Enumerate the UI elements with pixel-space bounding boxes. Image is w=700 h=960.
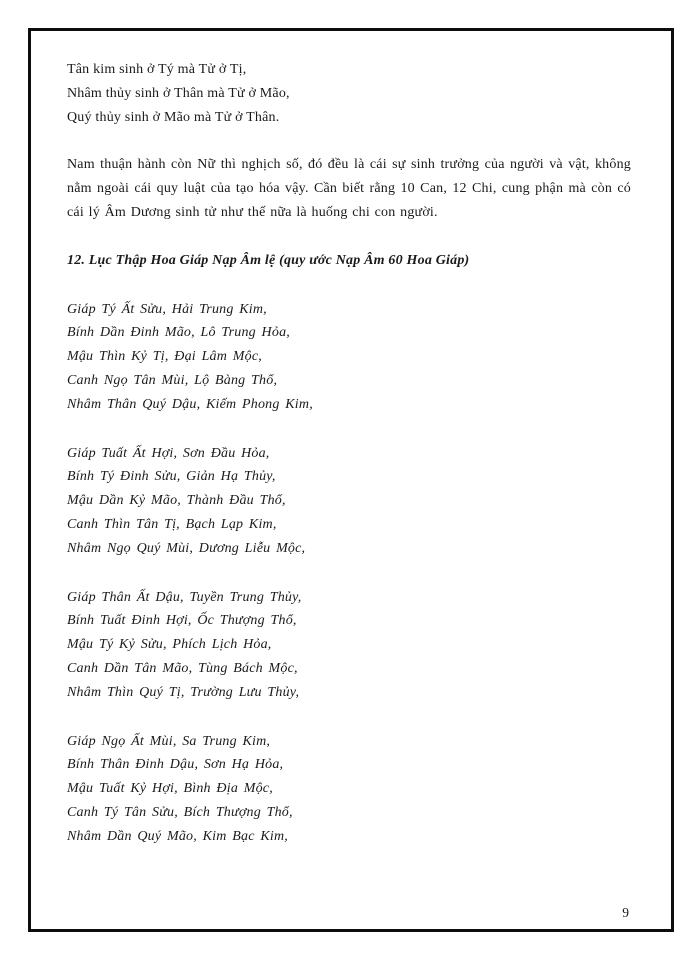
stanza-line: Giáp Tuất Ất Hợi, Sơn Đầu Hỏa, — [67, 445, 270, 461]
stanza-group-3 — [67, 586, 631, 705]
intro-line: Quý thủy sinh ở Mão mà Tử ở Thân. — [67, 109, 280, 125]
stanza-line: Giáp Thân Ất Dậu, Tuyền Trung Thủy, — [67, 589, 302, 605]
stanza-line: Canh Dần Tân Mão, Tùng Bách Mộc, — [67, 660, 298, 676]
stanza-line: Canh Ngọ Tân Mùi, Lộ Bàng Thổ, — [67, 372, 278, 388]
stanza-line: Bính Dần Đinh Mão, Lô Trung Hỏa, — [67, 325, 290, 341]
stanza-line: Mậu Thìn Kỷ Tị, Đại Lâm Mộc, — [67, 349, 262, 365]
stanza-line: Mậu Tuất Kỷ Hợi, Bình Địa Mộc, — [67, 781, 273, 797]
body-paragraph: Nam thuận hành còn Nữ thì nghịch số, đó đều là cái sự sinh trưởng của người và vật, không nằm ngoài cái quy luật của tạo hóa vậy. Cần biết rằng 10 Can, 12 Chi, cung phận mà còn có cái lý Âm Dương sinh tử như thế nữa là huống chi con người. — [67, 157, 631, 220]
page-number: 9 — [622, 905, 629, 920]
intro-line: Tân kim sinh ở Tý mà Tử ở Tị, — [67, 62, 247, 77]
stanza-group-2 — [67, 442, 631, 561]
document-page-border — [28, 28, 674, 932]
stanza-line: Nhâm Dần Quý Mão, Kim Bạc Kim, — [67, 828, 288, 844]
stanza-line: Giáp Ngọ Ất Mùi, Sa Trung Kim, — [67, 733, 271, 749]
intro-verse-block — [67, 58, 631, 129]
section-heading: 12. Lục Thập Hoa Giáp Nạp Âm lệ (quy ước Nạp Âm 60 Hoa Giáp) — [67, 252, 470, 268]
intro-line: Nhâm thủy sinh ở Thân mà Tử ở Mão, — [67, 85, 290, 101]
stanza-line: Bính Tuất Đinh Hợi, Ốc Thượng Thổ, — [67, 613, 297, 629]
stanza-line: Nhâm Thìn Quý Tị, Trường Lưu Thủy, — [67, 684, 300, 700]
stanza-line: Canh Tý Tân Sửu, Bích Thượng Thổ, — [67, 804, 293, 820]
stanza-group-1 — [67, 298, 631, 417]
stanza-line: Nhâm Thân Quý Dậu, Kiếm Phong Kim, — [67, 396, 313, 412]
stanza-line: Mậu Dần Kỷ Mão, Thành Đầu Thổ, — [67, 493, 286, 509]
stanza-line: Nhâm Ngọ Quý Mùi, Dương Liễu Mộc, — [67, 540, 306, 556]
stanza-line: Giáp Tý Ất Sửu, Hải Trung Kim, — [67, 301, 267, 317]
stanza-line: Mậu Tý Kỷ Sửu, Phích Lịch Hỏa, — [67, 637, 272, 653]
stanza-group-4 — [67, 730, 631, 849]
page-content — [31, 31, 671, 849]
stanza-line: Canh Thìn Tân Tị, Bạch Lạp Kim, — [67, 516, 277, 532]
stanza-line: Bính Tý Đinh Sửu, Giản Hạ Thủy, — [67, 469, 276, 485]
stanza-line: Bính Thân Đinh Dậu, Sơn Hạ Hỏa, — [67, 757, 284, 773]
